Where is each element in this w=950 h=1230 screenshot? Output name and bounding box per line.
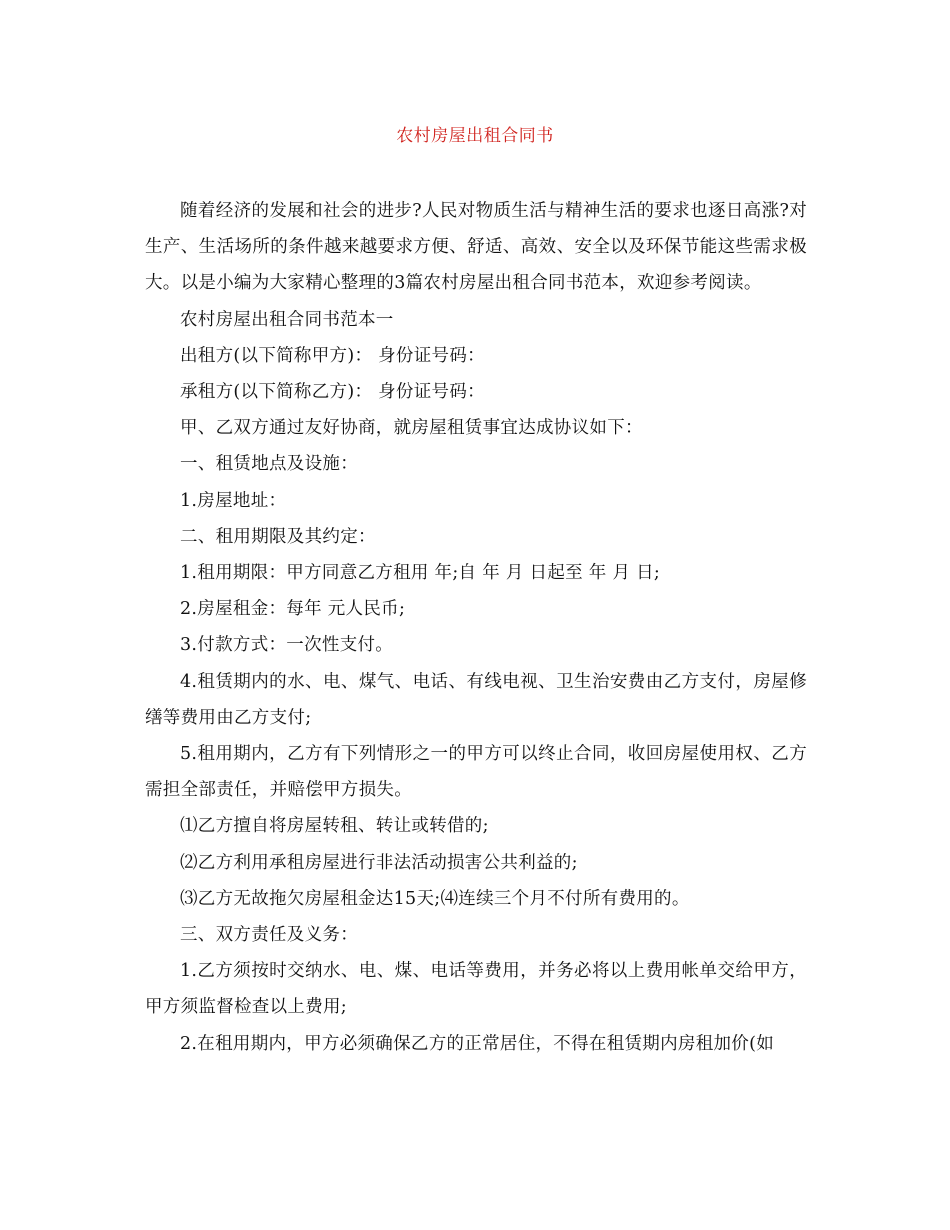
- termination-item-1: ⑴乙方擅自将房屋转租、转让或转借的;: [180, 816, 489, 837]
- clause-utilities: 4.租赁期内的水、电、煤气、电话、有线电视、卫生治安费由乙方支付，房屋修缮等费用由乙方支付;: [145, 671, 807, 728]
- duty-item-1: 1.乙方须按时交纳水、电、煤、电话等费用，并务必将以上费用帐单交给甲方，甲方须监督检查以上费用;: [145, 961, 807, 1018]
- document-body: [145, 193, 807, 1062]
- intro-paragraph: 随着经济的发展和社会的进步?人民对物质生活与精神生活的要求也逐日高涨?对生产、生活场所的条件越来越要求方便、舒适、高效、安全以及环保节能这些需求极大。以是小编为大家精心整理的3篇农村房屋出租合同书范本，欢迎参考阅读。: [145, 201, 807, 294]
- clause-lease-term: 1.租用期限：甲方同意乙方租用 年;自 年 月 日起至 年 月 日;: [180, 563, 661, 584]
- clause-payment: 3.付款方式：一次性支付。: [180, 635, 394, 656]
- clause-house-address: 1.房屋地址：: [180, 490, 287, 511]
- clause-termination: 5.租用期内，乙方有下列情形之一的甲方可以终止合同，收回房屋使用权、乙方需担全部责任，并赔偿甲方损失。: [145, 744, 807, 801]
- contract-sample-heading: 农村房屋出租合同书范本一: [180, 309, 394, 330]
- termination-item-3-4: ⑶乙方无故拖欠房屋租金达15天;⑷连续三个月不付所有费用的。: [180, 888, 690, 909]
- lessor-line: 出租方(以下简称甲方)： 身份证号码：: [180, 345, 485, 366]
- clause-rent: 2.房屋租金：每年 元人民币;: [180, 599, 406, 620]
- section-heading-duties: 三、双方责任及义务：: [180, 925, 358, 946]
- section-heading-term: 二、租用期限及其约定：: [180, 526, 376, 547]
- termination-item-2: ⑵乙方利用承租房屋进行非法活动损害公共利益的;: [180, 852, 578, 873]
- duty-item-2: 2.在租用期内，甲方必须确保乙方的正常居住，不得在租赁期内房租加价(如: [180, 1033, 775, 1054]
- agreement-intro: 甲、乙双方通过友好协商，就房屋租赁事宜达成协议如下：: [180, 418, 643, 439]
- lessee-line: 承租方(以下简称乙方)： 身份证号码：: [180, 382, 485, 403]
- section-heading-location: 一、租赁地点及设施：: [180, 454, 358, 475]
- document-title: 农村房屋出租合同书: [396, 126, 554, 146]
